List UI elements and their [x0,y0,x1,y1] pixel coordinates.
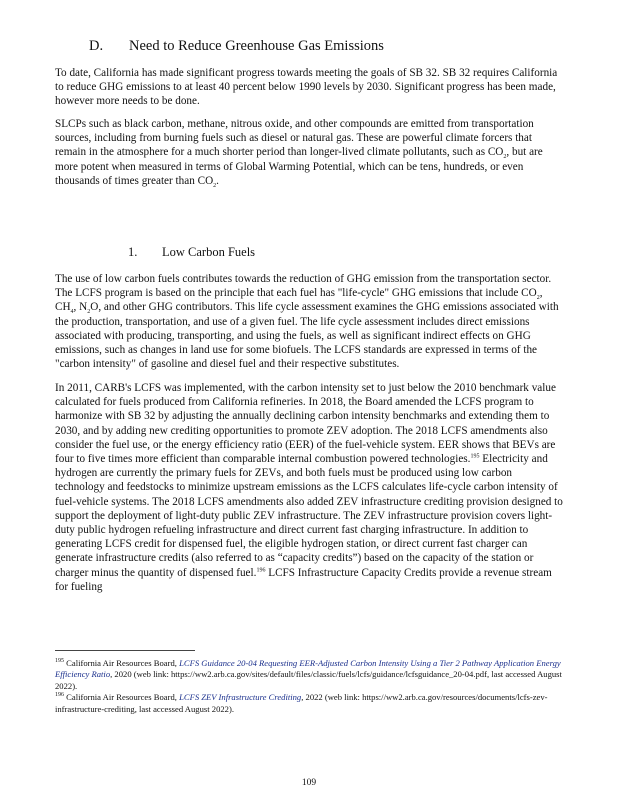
paragraph-text: LCFS Infrastructure Capacity Credits provide a revenue stream for fueling [55,566,552,593]
footnote-ref[interactable]: 196 [256,566,266,573]
paragraph-text: The use of low carbon fuels contributes towards the reduction of GHG emission from the transportation sector. The LCFS program is based on the principle that each fuel has "life-cycle" GHG emissions that include CO [55,273,552,300]
footnotes [55,658,575,715]
footnote-source: California Air Resources Board, [66,692,177,703]
paragraph-lcfs-history [55,381,563,594]
paragraph-text: SLCPs such as black carbon, methane, nitrous oxide, and other compounds are emitted from transportation sources, including from burning fuels such as diesel or natural gas. These are powerful climate forcers that remain in the atmosphere for a much shorter period than longer-lived climate pollutants, such as CO [55,118,534,159]
paragraph-text: . [216,174,219,187]
footnote-link-title[interactable]: LCFS ZEV Infrastructure Crediting [179,692,302,703]
paragraph-text: , N [73,301,88,314]
subsection-heading [128,245,255,260]
footnote-text: , 2020 (web link: https://ww2.arb.ca.gov/sites/default/files/classic/fuels/lcfs/guidance/lcfsguidance_20-04.pdf, last accessed August 2022). [55,669,562,691]
footnote-number: 195 [55,658,64,665]
subscript: 2 [536,295,540,302]
section-heading [89,38,384,55]
section-title: Need to Reduce Greenhouse Gas Emissions [129,38,384,54]
subsection-number: 1. [128,245,138,259]
footnote-ref[interactable]: 195 [470,453,480,460]
paragraph-text: , CH [55,287,543,314]
paragraph-text: To date, California has made significant progress towards meeting the goals of SB 32. SB 32 requires California to reduce GHG emissions to at least 40 percent below 1990 levels by 2030. Significant progress has been made, however more needs to be done. [55,67,558,108]
footnote-196 [55,692,575,715]
section-letter: D. [89,38,104,54]
paragraph-text: In 2011, CARB's LCFS was implemented, with the carbon intensity set to just below the 2010 benchmark value calculated for fuels produced from California refineries. In 2018, the Board amended the LCFS program to harmonize with SB 32 by adjusting the annually declining carbon intensity benchmarks and extending them to 2030, and by adding new crediting opportunities to promote ZEV adoption. The 2018 LCFS amendments also consider the fuel use, or the energy efficiency ratio (EER) of the fuel-vehicle system. EER shows that BEVs are four to five times more efficient than comparable internal combustion powered technologies. [55,382,556,466]
subscript: 2 [87,309,91,316]
paragraph-text: Electricity and hydrogen are currently the primary fuels for ZEVs, and both fuels must be produced using low carbon technology and feedstocks to minimize upstream emissions as the LCFS calculates life-cycle carbon intensity of fuel-vehicle systems. The 2018 LCFS amendments also added ZEV infrastructure crediting provision designed to support the deployment of light-duty public ZEV infrastructure. The ZEV infrastructure provision covers light-duty public hydrogen refueling infrastructure and direct current fast charging infrastructure. In addition to generating LCFS credit for dispensed fuel, the eligible hydrogen station, or direct current fast charger can generate infrastructure credits (also referred to as “capacity credits”) based on the capacity of the station or charger minus the quantity of dispensed fuel. [55,453,563,579]
subscript: 2 [213,183,217,190]
paragraph-text: O, and other GHG contributors. This life cycle assessment examines the GHG emissions associated with the production, transportation, and use of a given fuel. The life cycle assessment includes direct emissions associated with producing, transporting, and using the fuels, as well as significant indirect effects on GHG emissions, such as changes in land use for some biofuels. The LCFS standards are expressed in terms of the "carbon intensity" of gasoline and diesel fuel and their respective substitutes. [55,301,559,371]
paragraph-low-carbon-fuels [55,272,563,371]
footnote-divider [55,650,195,651]
subscript: 4 [70,309,74,316]
footnote-number: 196 [55,692,64,699]
footnote-link-title[interactable]: LCFS Guidance 20-04 Requesting EER-Adjusted Carbon Intensity Using a Tier 2 Pathway Application Energy Efficiency Ratio [55,658,561,680]
footnote-195 [55,658,575,692]
paragraph-sb32-progress [55,66,563,109]
subsection-title: Low Carbon Fuels [162,245,256,259]
paragraph-text: , but are more potent when measured in terms of Global Warming Potential, which can be tens, hundreds, or even thousands of times greater than CO [55,146,543,187]
footnote-source: California Air Resources Board, [66,658,177,668]
page-number: 109 [301,778,317,788]
footnote-text: , 2022 (web link: https://ww2.arb.ca.gov/resources/documents/lcfs-zev-infrastructure-crediting, last accessed August 2022). [55,692,548,714]
paragraph-slcps [55,117,563,188]
subscript: 2 [503,154,507,161]
